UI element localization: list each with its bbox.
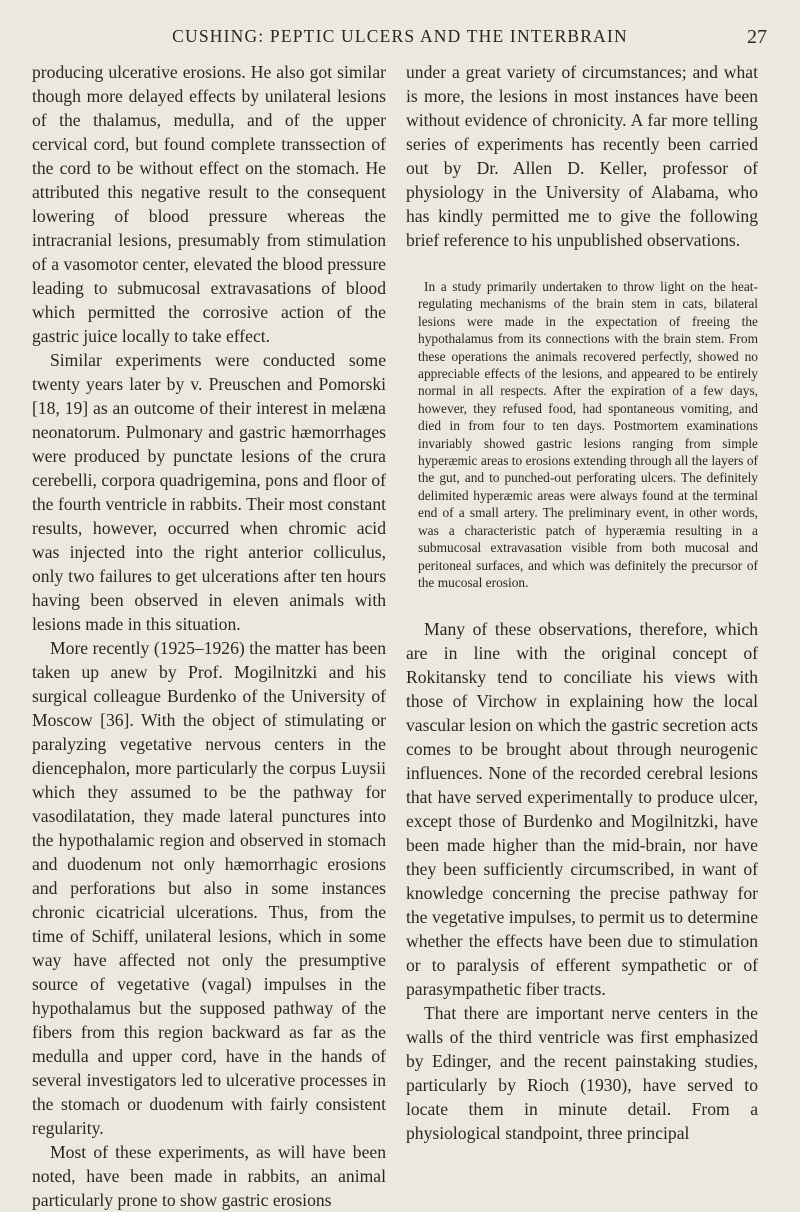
block-quotation: In a study primarily undertaken to throw light on the heat-regulating mechanisms of the brain stem in cats, bilateral lesions were made in the expectation of freeing the hypothalamus from its connections with the brain stem. From these operations the animals recovered perfectly, showed no appreciable effects of the lesions, and appeared to be entirely normal in all respects. After the expiration of a few days, however, they refused food, had spontaneous vomiting, and died in from four to ten days. Postmortem examinations invariably showed gastric lesions ranging from simple hyperæmic areas to erosions extending through all the layers of the gut, and to punched-out perforating ulcers. The definitely delimited hyperæmic areas were always found at the terminal end of a small artery. The preliminary event, in other words, was a characteristic patch of hyperæmia resulting in a submucosal extravasation visible from both mucosal and peritoneal surfaces, and which was definitely the precursor of the mucosal erosion. [418, 279, 758, 590]
paragraph-observations: Many of these observations, therefore, which are in line with the original concept of Rokitansky tend to conciliate his views with those of Virchow in explaining how the local vascular lesion on which the gastric secretion acts comes to be brought about through neurogenic influences. None of the recorded cerebral lesions that have served experimentally to produce ulcer, except those of Burdenko and Mogilnitzki, have been made higher than the mid-brain, nor have they been sufficiently circumscribed, in want of knowledge concerning the precise pathway for the vegetative impulses, to permit us to determine whether the effects have been due to stimulation or to paralysis of efferent sympathetic or of parasympathetic fiber tracts. [406, 619, 758, 1000]
paragraph-circumstances: under a great variety of circumstances; and what is more, the lesions in most instances have been without evidence of chronicity. A far more telling series of experiments has recently been carried out by Dr. Allen D. Keller, professor of physiology in the University of Alabama, who has kindly permitted me to give the following brief reference to his unpublished observations. [406, 62, 758, 250]
right-column [406, 60, 758, 1145]
paragraph-continuation: producing ulcerative erosions. He also got similar though more delayed effects by unilateral lesions of the thalamus, medulla, and of the upper cervical cord, but found complete transsection of the cord to be without effect on the stomach. He attributed this negative result to the consequent lowering of blood pressure whereas the intracranial lesions, presumably from stimulation of a vasomotor center, elevated the blood pressure leading to submucosal extravasations of blood which permitted the corrosive action of the gastric juice locally to take effect. [32, 62, 386, 346]
paragraph-preuschen: Similar experiments were conducted some twenty years later by v. Preuschen and Pomorski [18, 19] as an outcome of their interest in melæna neonatorum. Pulmonary and gastric hæmorrhages were produced by punctate lesions of the crura cerebelli, corpora quadrigemina, pons and floor of the fourth ventricle in rabbits. Their most constant results, however, occurred when chromic acid was injected into the right anterior colliculus, only two failures to get ulcerations after ten hours having been observed in eleven animals with lesions made in this situation. [32, 350, 386, 634]
paragraph-nerve-centers: That there are important nerve centers in the walls of the third ventricle was first emphasized by Edinger, and the recent painstaking studies, particularly by Rioch (1930), have served to locate them in minute detail. From a physiological standpoint, three principal [406, 1003, 758, 1144]
paragraph-mogilnitzki: More recently (1925–1926) the matter has been taken up anew by Prof. Mogilnitzki and his surgical colleague Burdenko of the University of Moscow [36]. With the object of stimulating or paralyzing vegetative nervous centers in the diencephalon, more particularly the corpus Luysii which they assumed to be the pathway for vasodilatation, they made lateral punctures into the hypothalamic region and observed in stomach and duodenum not only hæmorrhagic erosions and perforations but also in some instances chronic cicatricial ulcerations. Thus, from the time of Schiff, unilateral lesions, which in some way have affected not only the presumptive source of vegetative (vagal) impulses in the hypothalamus but the supposed pathway of the fibers from this region backward as far as the medulla and upper cord, have in the hands of several investigators led to ulcerative processes in the stomach or duodenum with fairly consistent regularity. [32, 638, 386, 1138]
running-head [0, 26, 800, 54]
running-title: CUSHING: PEPTIC ULCERS AND THE INTERBRAIN [172, 26, 628, 46]
page-number: 27 [747, 26, 767, 48]
paragraph-rabbits: Most of these experiments, as will have been noted, have been made in rabbits, an animal particularly prone to show gastric erosions [32, 1142, 386, 1210]
left-column [32, 60, 386, 1212]
